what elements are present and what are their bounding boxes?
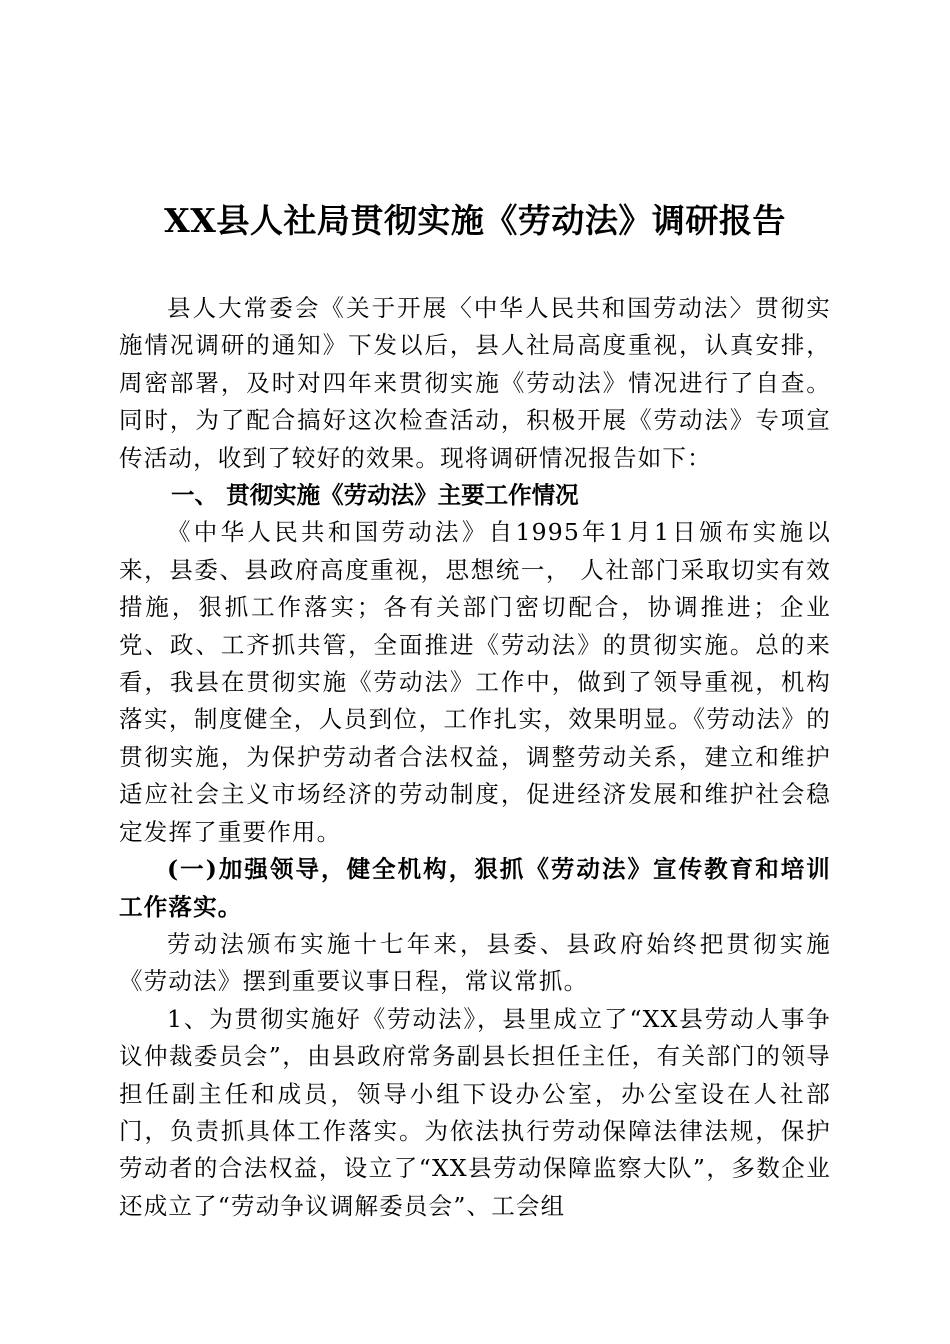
document-body bbox=[119, 290, 831, 1225]
intro-paragraph: 县人大常委会《关于开展〈中华人民共和国劳动法〉贯彻实施情况调研的通知》下发以后，县人社局高度重视，认真安排，周密部署，及时对四年来贯彻实施《劳动法》情况进行了自查。同时，为了配合搞好这次检查活动，积极开展《劳动法》专项宣传活动，收到了较好的效果。现将调研情况报告如下： bbox=[119, 294, 831, 472]
document-title: XX县人社局贯彻实施《劳动法》调研报告 bbox=[164, 201, 786, 240]
subsection-heading: (一)加强领导，健全机构，狠抓《劳动法》宣传教育和培训工作落实。 bbox=[119, 855, 831, 921]
section-heading: 一、 贯彻实施《劳动法》主要工作情况 bbox=[171, 481, 579, 510]
body-paragraph: 《中华人民共和国劳动法》自1995年1月1日颁布实施以来，县委、县政府高度重视，思想统一， 人社部门采取切实有效措施，狠抓工作落实；各有关部门密切配合，协调推进；企业党、政、工齐抓共管，全面推进《劳动法》的贯彻实施。总的来看，我县在贯彻实施《劳动法》工作中，做到了领导重视，机构落实，制度健全，人员到位，工作扎实，效果明显。《劳动法》的贯彻实施，为保护劳动者合法权益，调整劳动关系，建立和维护适应社会主义市场经济的劳动制度，促进经济发展和维护社会稳定发挥了重要作用。 bbox=[119, 518, 831, 846]
body-paragraph: 1、为贯彻实施好《劳动法》，县里成立了“XX县劳动人事争议仲裁委员会”，由县政府常务副县长担任主任，有关部门的领导担任副主任和成员，领导小组下设办公室，办公室设在人社部门，负责抓具体工作落实。为依法执行劳动保障法律法规，保护劳动者的合法权益，设立了“XX县劳动保障监察大队”，多数企业还成立了“劳动争议调解委员会”、工会组 bbox=[119, 1004, 831, 1220]
body-paragraph: 劳动法颁布实施十七年来，县委、县政府始终把贯彻实施《劳动法》摆到重要议事日程，常议常抓。 bbox=[119, 929, 831, 996]
